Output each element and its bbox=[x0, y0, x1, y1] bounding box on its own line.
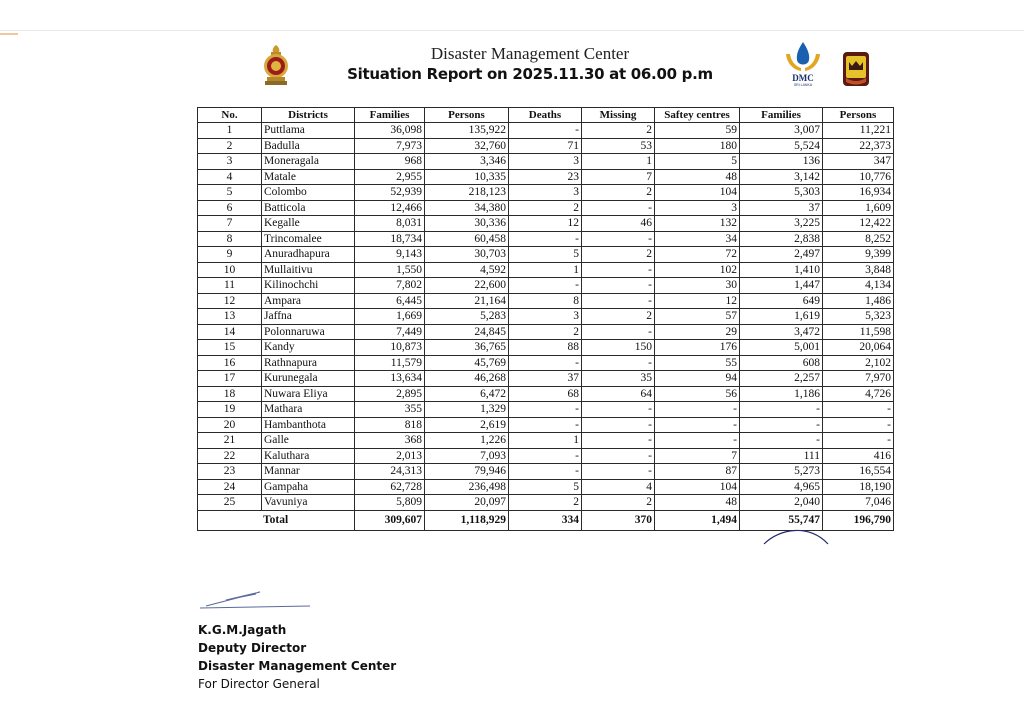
cell-row-number: 17 bbox=[198, 371, 262, 387]
cell-persons: 20,097 bbox=[425, 495, 509, 511]
cell-missing: 53 bbox=[582, 138, 655, 154]
cell-centre-persons: 8,252 bbox=[823, 231, 894, 247]
table-row bbox=[198, 200, 894, 216]
table-row bbox=[198, 433, 894, 449]
cell-missing: - bbox=[582, 402, 655, 418]
cell-row-number: 24 bbox=[198, 479, 262, 495]
table-row bbox=[198, 495, 894, 511]
column-header-persons: Persons bbox=[425, 108, 509, 123]
cell-deaths: 5 bbox=[509, 479, 582, 495]
cell-families: 12,466 bbox=[355, 200, 425, 216]
cell-deaths: - bbox=[509, 402, 582, 418]
cell-centre-families: - bbox=[740, 433, 823, 449]
cell-missing: 2 bbox=[582, 495, 655, 511]
cell-centre-families: 4,965 bbox=[740, 479, 823, 495]
table-row bbox=[198, 448, 894, 464]
cell-families: 2,955 bbox=[355, 169, 425, 185]
cell-centre-persons: 16,934 bbox=[823, 185, 894, 201]
cell-missing: 46 bbox=[582, 216, 655, 232]
cell-centre-families: 37 bbox=[740, 200, 823, 216]
cell-missing: 2 bbox=[582, 185, 655, 201]
cell-missing: - bbox=[582, 433, 655, 449]
cell-safety-centres: 104 bbox=[655, 185, 740, 201]
cell-centre-families: 3,225 bbox=[740, 216, 823, 232]
cell-families: 7,973 bbox=[355, 138, 425, 154]
cell-district-name: Mullaitivu bbox=[262, 262, 355, 278]
cell-families: 1,550 bbox=[355, 262, 425, 278]
cell-centre-persons: 416 bbox=[823, 448, 894, 464]
cell-families: 2,895 bbox=[355, 386, 425, 402]
cell-families: 36,098 bbox=[355, 123, 425, 139]
cell-row-number: 20 bbox=[198, 417, 262, 433]
cell-district-name: Batticola bbox=[262, 200, 355, 216]
total-label bbox=[198, 510, 355, 530]
cell-centre-persons: - bbox=[823, 417, 894, 433]
cell-families: 11,579 bbox=[355, 355, 425, 371]
cell-centre-families: 5,273 bbox=[740, 464, 823, 480]
column-header-no: No. bbox=[198, 108, 262, 123]
cell-families: 18,734 bbox=[355, 231, 425, 247]
column-header-safety-centres: Saftey centres bbox=[655, 108, 740, 123]
cell-safety-centres: 104 bbox=[655, 479, 740, 495]
cell-safety-centres: 132 bbox=[655, 216, 740, 232]
table-row bbox=[198, 231, 894, 247]
signatory-organization: Disaster Management Center bbox=[198, 659, 397, 673]
cell-centre-families: 3,142 bbox=[740, 169, 823, 185]
cell-families: 2,013 bbox=[355, 448, 425, 464]
cell-safety-centres: - bbox=[655, 433, 740, 449]
cell-families: 5,809 bbox=[355, 495, 425, 511]
cell-families: 9,143 bbox=[355, 247, 425, 263]
cell-persons: 30,336 bbox=[425, 216, 509, 232]
cell-centre-persons: 11,221 bbox=[823, 123, 894, 139]
table-row bbox=[198, 123, 894, 139]
cell-centre-families: 1,619 bbox=[740, 309, 823, 325]
table-row bbox=[198, 386, 894, 402]
cell-missing: - bbox=[582, 231, 655, 247]
cell-safety-centres: 34 bbox=[655, 231, 740, 247]
total-missing: 370 bbox=[582, 510, 655, 530]
cell-deaths: - bbox=[509, 231, 582, 247]
cell-row-number: 3 bbox=[198, 154, 262, 170]
cell-centre-families: 5,001 bbox=[740, 340, 823, 356]
cell-row-number: 22 bbox=[198, 448, 262, 464]
cell-deaths: 1 bbox=[509, 433, 582, 449]
total-persons: 1,118,929 bbox=[425, 510, 509, 530]
cell-deaths: 68 bbox=[509, 386, 582, 402]
cell-district-name: Puttlama bbox=[262, 123, 355, 139]
cell-centre-families: 3,472 bbox=[740, 324, 823, 340]
cell-families: 10,873 bbox=[355, 340, 425, 356]
cell-families: 1,669 bbox=[355, 309, 425, 325]
cell-district-name: Kegalle bbox=[262, 216, 355, 232]
cell-missing: 150 bbox=[582, 340, 655, 356]
cell-safety-centres: 29 bbox=[655, 324, 740, 340]
column-header-districts: Districts bbox=[262, 108, 355, 123]
cell-missing: 1 bbox=[582, 154, 655, 170]
cell-deaths: - bbox=[509, 464, 582, 480]
cell-persons: 6,472 bbox=[425, 386, 509, 402]
cell-safety-centres: 56 bbox=[655, 386, 740, 402]
column-header-centre-families: Families bbox=[740, 108, 823, 123]
scan-mark bbox=[0, 33, 18, 35]
cell-row-number: 15 bbox=[198, 340, 262, 356]
cell-centre-families: 3,007 bbox=[740, 123, 823, 139]
cell-families: 8,031 bbox=[355, 216, 425, 232]
ministry-crest-icon bbox=[843, 52, 869, 86]
cell-centre-families: 2,040 bbox=[740, 495, 823, 511]
cell-persons: 7,093 bbox=[425, 448, 509, 464]
cell-persons: 79,946 bbox=[425, 464, 509, 480]
cell-row-number: 16 bbox=[198, 355, 262, 371]
cell-centre-persons: - bbox=[823, 402, 894, 418]
cell-district-name: Anuradhapura bbox=[262, 247, 355, 263]
cell-safety-centres: 180 bbox=[655, 138, 740, 154]
cell-safety-centres: 57 bbox=[655, 309, 740, 325]
cell-deaths: 2 bbox=[509, 200, 582, 216]
cell-centre-persons: 9,399 bbox=[823, 247, 894, 263]
column-header-centre-persons: Persons bbox=[823, 108, 894, 123]
cell-centre-persons: 22,373 bbox=[823, 138, 894, 154]
table-row bbox=[198, 293, 894, 309]
cell-missing: 4 bbox=[582, 479, 655, 495]
cell-centre-persons: 1,609 bbox=[823, 200, 894, 216]
table-row bbox=[198, 262, 894, 278]
cell-missing: 2 bbox=[582, 123, 655, 139]
column-header-deaths: Deaths bbox=[509, 108, 582, 123]
page-title: Disaster Management Center bbox=[430, 44, 630, 63]
cell-centre-families: 136 bbox=[740, 154, 823, 170]
cell-safety-centres: 176 bbox=[655, 340, 740, 356]
cell-missing: 64 bbox=[582, 386, 655, 402]
cell-row-number: 5 bbox=[198, 185, 262, 201]
report-subtitle: Situation Report on 2025.11.30 at 06.00 p.m bbox=[347, 65, 713, 83]
cell-row-number: 7 bbox=[198, 216, 262, 232]
cell-row-number: 21 bbox=[198, 433, 262, 449]
cell-centre-persons: 20,064 bbox=[823, 340, 894, 356]
signatory-name: K.G.M.Jagath bbox=[198, 623, 287, 637]
cell-persons: 22,600 bbox=[425, 278, 509, 294]
cell-safety-centres: 30 bbox=[655, 278, 740, 294]
table-row bbox=[198, 154, 894, 170]
cell-district-name: Colombo bbox=[262, 185, 355, 201]
cell-persons: 45,769 bbox=[425, 355, 509, 371]
table-row bbox=[198, 169, 894, 185]
national-emblem-icon bbox=[260, 44, 292, 88]
cell-deaths: 3 bbox=[509, 154, 582, 170]
cell-centre-families: 1,410 bbox=[740, 262, 823, 278]
cell-deaths: 37 bbox=[509, 371, 582, 387]
cell-centre-families: - bbox=[740, 417, 823, 433]
table-row bbox=[198, 247, 894, 263]
cell-centre-persons: 18,190 bbox=[823, 479, 894, 495]
cell-deaths: 8 bbox=[509, 293, 582, 309]
cell-district-name: Gampaha bbox=[262, 479, 355, 495]
table-row bbox=[198, 464, 894, 480]
cell-centre-families: 1,447 bbox=[740, 278, 823, 294]
cell-persons: 34,380 bbox=[425, 200, 509, 216]
cell-persons: 32,760 bbox=[425, 138, 509, 154]
total-deaths: 334 bbox=[509, 510, 582, 530]
cell-families: 13,634 bbox=[355, 371, 425, 387]
cell-deaths: - bbox=[509, 448, 582, 464]
cell-centre-persons: 16,554 bbox=[823, 464, 894, 480]
cell-persons: 1,329 bbox=[425, 402, 509, 418]
cell-centre-persons: 12,422 bbox=[823, 216, 894, 232]
situation-report-table bbox=[197, 107, 894, 531]
cell-missing: 2 bbox=[582, 309, 655, 325]
table-row bbox=[198, 309, 894, 325]
cell-safety-centres: 48 bbox=[655, 495, 740, 511]
cell-families: 6,445 bbox=[355, 293, 425, 309]
cell-row-number: 19 bbox=[198, 402, 262, 418]
cell-families: 7,802 bbox=[355, 278, 425, 294]
cell-district-name: Mathara bbox=[262, 402, 355, 418]
cell-deaths: 88 bbox=[509, 340, 582, 356]
cell-safety-centres: 3 bbox=[655, 200, 740, 216]
total-centre-families: 55,747 bbox=[740, 510, 823, 530]
cell-deaths: 2 bbox=[509, 324, 582, 340]
cell-safety-centres: 102 bbox=[655, 262, 740, 278]
cell-missing: - bbox=[582, 355, 655, 371]
cell-deaths: 3 bbox=[509, 309, 582, 325]
cell-persons: 30,703 bbox=[425, 247, 509, 263]
cell-missing: 2 bbox=[582, 247, 655, 263]
cell-centre-families: 649 bbox=[740, 293, 823, 309]
cell-centre-families: 2,497 bbox=[740, 247, 823, 263]
dmc-logo-subtext: SRI LANKA bbox=[793, 83, 813, 87]
cell-missing: - bbox=[582, 262, 655, 278]
cell-district-name: Polonnaruwa bbox=[262, 324, 355, 340]
cell-safety-centres: 7 bbox=[655, 448, 740, 464]
cell-centre-persons: 5,323 bbox=[823, 309, 894, 325]
cell-persons: 3,346 bbox=[425, 154, 509, 170]
cell-safety-centres: 87 bbox=[655, 464, 740, 480]
cell-deaths: 3 bbox=[509, 185, 582, 201]
cell-deaths: 2 bbox=[509, 495, 582, 511]
cell-centre-persons: 2,102 bbox=[823, 355, 894, 371]
cell-row-number: 10 bbox=[198, 262, 262, 278]
cell-centre-families: - bbox=[740, 402, 823, 418]
table-row bbox=[198, 324, 894, 340]
cell-persons: 24,845 bbox=[425, 324, 509, 340]
cell-district-name: Vavuniya bbox=[262, 495, 355, 511]
cell-district-name: Rathnapura bbox=[262, 355, 355, 371]
cell-persons: 21,164 bbox=[425, 293, 509, 309]
cell-deaths: 5 bbox=[509, 247, 582, 263]
table-row bbox=[198, 355, 894, 371]
cell-persons: 5,283 bbox=[425, 309, 509, 325]
cell-missing: - bbox=[582, 464, 655, 480]
cell-centre-persons: 10,776 bbox=[823, 169, 894, 185]
cell-district-name: Kurunegala bbox=[262, 371, 355, 387]
cell-centre-families: 5,524 bbox=[740, 138, 823, 154]
cell-district-name: Matale bbox=[262, 169, 355, 185]
cell-row-number: 6 bbox=[198, 200, 262, 216]
cell-district-name: Kaluthara bbox=[262, 448, 355, 464]
cell-persons: 218,123 bbox=[425, 185, 509, 201]
cell-row-number: 23 bbox=[198, 464, 262, 480]
cell-missing: - bbox=[582, 200, 655, 216]
cell-persons: 135,922 bbox=[425, 123, 509, 139]
cell-centre-persons: 1,486 bbox=[823, 293, 894, 309]
cell-families: 818 bbox=[355, 417, 425, 433]
signature-mark bbox=[198, 586, 318, 612]
cell-persons: 60,458 bbox=[425, 231, 509, 247]
column-header-families: Families bbox=[355, 108, 425, 123]
cell-centre-families: 2,838 bbox=[740, 231, 823, 247]
total-centre-persons: 196,790 bbox=[823, 510, 894, 530]
total-safety-centres: 1,494 bbox=[655, 510, 740, 530]
cell-district-name: Badulla bbox=[262, 138, 355, 154]
cell-deaths: 71 bbox=[509, 138, 582, 154]
cell-centre-persons: 347 bbox=[823, 154, 894, 170]
cell-district-name: Kilinochchi bbox=[262, 278, 355, 294]
total-label-text: Total bbox=[263, 514, 289, 526]
cell-missing: - bbox=[582, 293, 655, 309]
table-row bbox=[198, 402, 894, 418]
signature-block bbox=[198, 621, 396, 693]
table-row bbox=[198, 417, 894, 433]
cell-deaths: - bbox=[509, 278, 582, 294]
cell-safety-centres: 55 bbox=[655, 355, 740, 371]
cell-families: 355 bbox=[355, 402, 425, 418]
cell-persons: 236,498 bbox=[425, 479, 509, 495]
cell-district-name: Hambanthota bbox=[262, 417, 355, 433]
cell-centre-persons: 7,970 bbox=[823, 371, 894, 387]
initial-mark bbox=[762, 526, 832, 546]
cell-safety-centres: - bbox=[655, 417, 740, 433]
table-row bbox=[198, 479, 894, 495]
column-header-missing: Missing bbox=[582, 108, 655, 123]
dmc-logo-text: DMC bbox=[792, 73, 814, 83]
cell-families: 24,313 bbox=[355, 464, 425, 480]
cell-persons: 36,765 bbox=[425, 340, 509, 356]
cell-missing: - bbox=[582, 324, 655, 340]
cell-row-number: 25 bbox=[198, 495, 262, 511]
cell-safety-centres: 72 bbox=[655, 247, 740, 263]
cell-row-number: 18 bbox=[198, 386, 262, 402]
cell-row-number: 1 bbox=[198, 123, 262, 139]
cell-centre-persons: 3,848 bbox=[823, 262, 894, 278]
cell-centre-families: 5,303 bbox=[740, 185, 823, 201]
cell-safety-centres: - bbox=[655, 402, 740, 418]
table-body bbox=[198, 123, 894, 511]
cell-district-name: Trincomalee bbox=[262, 231, 355, 247]
scan-edge-line bbox=[0, 30, 1024, 31]
cell-families: 7,449 bbox=[355, 324, 425, 340]
cell-families: 968 bbox=[355, 154, 425, 170]
cell-row-number: 8 bbox=[198, 231, 262, 247]
cell-centre-families: 1,186 bbox=[740, 386, 823, 402]
table-row bbox=[198, 185, 894, 201]
cell-safety-centres: 94 bbox=[655, 371, 740, 387]
cell-safety-centres: 59 bbox=[655, 123, 740, 139]
cell-deaths: 12 bbox=[509, 216, 582, 232]
table-row bbox=[198, 371, 894, 387]
cell-row-number: 2 bbox=[198, 138, 262, 154]
cell-safety-centres: 5 bbox=[655, 154, 740, 170]
cell-safety-centres: 12 bbox=[655, 293, 740, 309]
cell-missing: 7 bbox=[582, 169, 655, 185]
cell-centre-persons: 11,598 bbox=[823, 324, 894, 340]
table-header-row bbox=[198, 108, 894, 123]
cell-centre-families: 111 bbox=[740, 448, 823, 464]
cell-deaths: 1 bbox=[509, 262, 582, 278]
cell-district-name: Ampara bbox=[262, 293, 355, 309]
cell-persons: 1,226 bbox=[425, 433, 509, 449]
cell-centre-persons: 7,046 bbox=[823, 495, 894, 511]
cell-centre-persons: - bbox=[823, 433, 894, 449]
cell-missing: - bbox=[582, 278, 655, 294]
cell-district-name: Kandy bbox=[262, 340, 355, 356]
cell-missing: 35 bbox=[582, 371, 655, 387]
cell-centre-persons: 4,134 bbox=[823, 278, 894, 294]
cell-deaths: - bbox=[509, 123, 582, 139]
cell-row-number: 4 bbox=[198, 169, 262, 185]
cell-centre-persons: 4,726 bbox=[823, 386, 894, 402]
cell-persons: 10,335 bbox=[425, 169, 509, 185]
cell-district-name: Mannar bbox=[262, 464, 355, 480]
table-row bbox=[198, 138, 894, 154]
cell-row-number: 12 bbox=[198, 293, 262, 309]
cell-centre-families: 608 bbox=[740, 355, 823, 371]
cell-district-name: Jaffna bbox=[262, 309, 355, 325]
cell-district-name: Galle bbox=[262, 433, 355, 449]
cell-missing: - bbox=[582, 417, 655, 433]
cell-row-number: 9 bbox=[198, 247, 262, 263]
cell-persons: 46,268 bbox=[425, 371, 509, 387]
cell-centre-families: 2,257 bbox=[740, 371, 823, 387]
cell-families: 52,939 bbox=[355, 185, 425, 201]
cell-families: 368 bbox=[355, 433, 425, 449]
cell-row-number: 14 bbox=[198, 324, 262, 340]
cell-row-number: 13 bbox=[198, 309, 262, 325]
signatory-on-behalf: For Director General bbox=[198, 677, 320, 691]
cell-families: 62,728 bbox=[355, 479, 425, 495]
signatory-title: Deputy Director bbox=[198, 641, 307, 655]
cell-deaths: 23 bbox=[509, 169, 582, 185]
cell-persons: 2,619 bbox=[425, 417, 509, 433]
cell-persons: 4,592 bbox=[425, 262, 509, 278]
cell-deaths: - bbox=[509, 355, 582, 371]
cell-district-name: Nuwara Eliya bbox=[262, 386, 355, 402]
cell-missing: - bbox=[582, 448, 655, 464]
cell-safety-centres: 48 bbox=[655, 169, 740, 185]
table-row bbox=[198, 340, 894, 356]
total-families: 309,607 bbox=[355, 510, 425, 530]
cell-row-number: 11 bbox=[198, 278, 262, 294]
table-row bbox=[198, 216, 894, 232]
cell-deaths: - bbox=[509, 417, 582, 433]
cell-district-name: Moneragala bbox=[262, 154, 355, 170]
table-row bbox=[198, 278, 894, 294]
